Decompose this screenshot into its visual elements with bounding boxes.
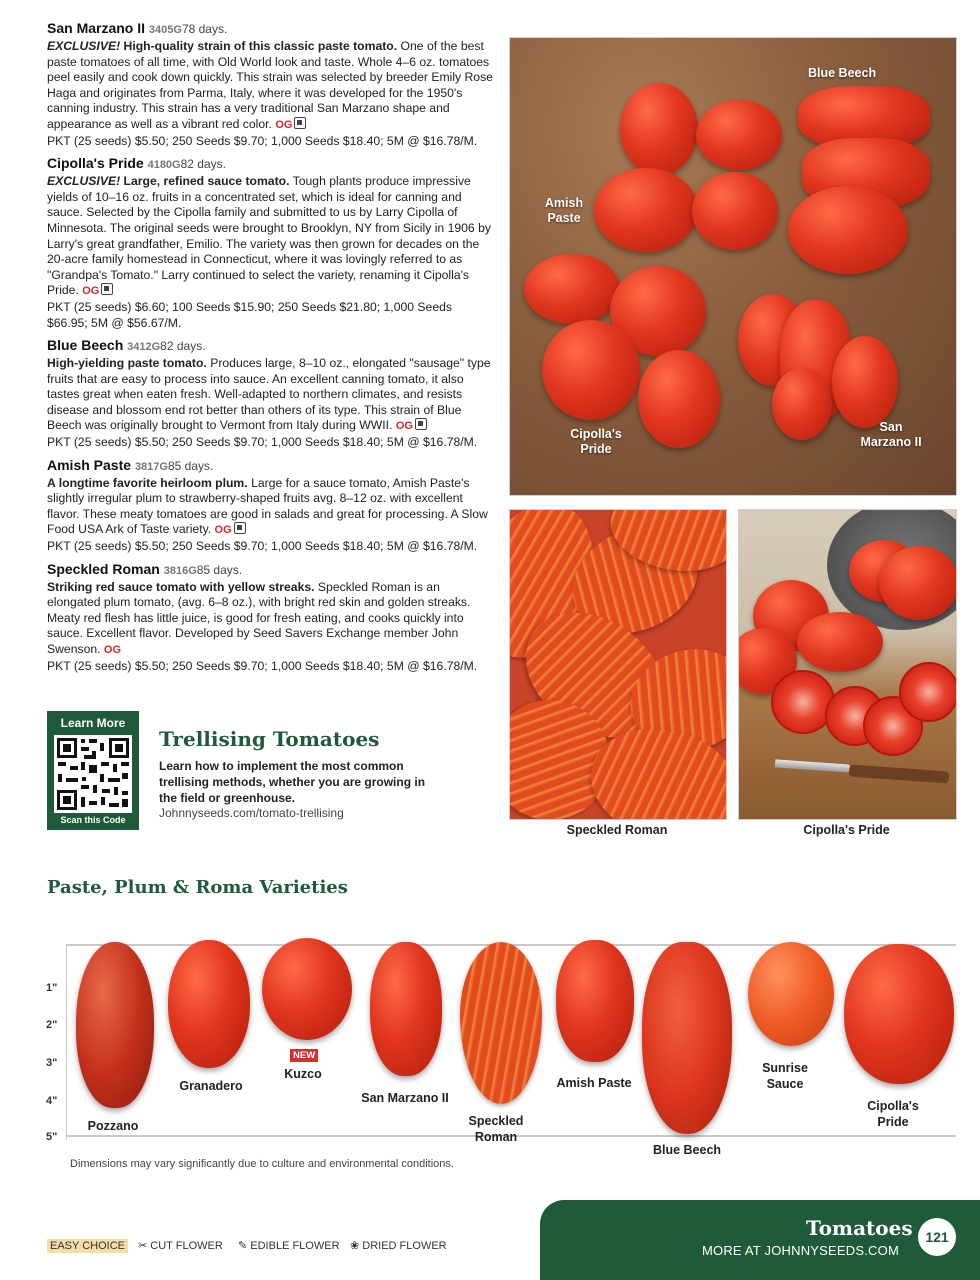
- trellis-title: Trellising Tomatoes: [159, 727, 380, 751]
- entry-code: 3816G: [163, 564, 197, 577]
- label-blue-beech: Blue Beech: [808, 66, 877, 80]
- entry-lead: High-yielding paste tomato.: [47, 356, 207, 371]
- entry-body: Tough plants produce impressive yields of 10–16 oz. fruits in a concentrated set, which is ideal for canning and sauce. Selected by the Cipolla family and submitted to us by Larry Cipolla of Minnesota. The original seeds were brought to Brooklyn, NY from Sicily in 1906 by Larry's great grandfather, Emilio. The variety was then grown for decades on the 20-acre family homestead in Connecticut, where it was lovingly referred to as "Grandpa's Tomato." Larry continued to select the variety, renaming it Cipolla's Pride.: [47, 174, 491, 298]
- variety-label-sunrise-sauce: Sunrise Sauce: [762, 1061, 808, 1091]
- photo-cipollas-pride: [738, 509, 957, 820]
- dried-flower-icon: ❀: [350, 1240, 360, 1252]
- knife-blade: [775, 759, 851, 772]
- legend-edible-flower: [238, 1239, 340, 1252]
- entry-days: 85 days.: [196, 562, 243, 577]
- size-ruler-axis: [66, 944, 67, 1140]
- tomato-blue-beech: [642, 942, 732, 1134]
- organic-icon: OG: [275, 118, 293, 131]
- entry-days: 85 days.: [167, 458, 214, 473]
- tomato-shape: [638, 350, 720, 448]
- tomato-shape: [879, 546, 957, 620]
- section-title: Tomatoes: [806, 1216, 913, 1240]
- organic-icon: OG: [82, 285, 100, 298]
- entry-body: Produces large, 8–10 oz., elongated "sausage" type fruits that are easy to process into sauce. An excellent canning tomato, it also tastes great when eaten fresh. Well-adapted to northern climates, and resists disease and blossom end rot better than others of its type. This strain of Blue Beech was originally brought to Vermont from Italy during WWII.: [47, 356, 491, 433]
- entry-lead: High-quality strain of this classic paste tomato.: [123, 39, 398, 53]
- entry-lead: Striking red sauce tomato with yellow streaks.: [47, 579, 315, 594]
- entry-days: 82 days.: [160, 339, 206, 354]
- qr-code-icon[interactable]: [54, 735, 132, 813]
- entry-lead: Large, refined sauce tomato.: [123, 174, 290, 189]
- variety-label-san-marzano-ii: San Marzano II: [361, 1091, 449, 1105]
- tomato-slice: [899, 662, 957, 722]
- edible-flower-icon: ✎: [238, 1240, 248, 1252]
- entry-cipollas-pride: [47, 155, 495, 331]
- tomato-granadero: [168, 940, 250, 1068]
- tomato-amish-paste: [556, 940, 634, 1062]
- page-number: 121: [918, 1218, 956, 1256]
- label-san-marzano: San Marzano II: [860, 420, 922, 449]
- transplant-tray-icon: [415, 418, 427, 430]
- tomato-speckled-roman: [460, 942, 542, 1104]
- entry-body: Large for a sauce tomato, Amish Paste's slightly irregular plum to strawberry-shaped fruits avg. 8–12 oz. with excellent flavor. These meaty tomatoes are good in salads and great for processing. A Slow Food USA Ark of Taste variety.: [47, 475, 488, 537]
- entry-code: 4180G: [147, 159, 181, 172]
- label-cipollas-pride: Cipolla's Pride: [570, 427, 622, 456]
- scissors-icon: ✂: [138, 1240, 148, 1252]
- entry-code: 3412G: [127, 341, 161, 354]
- tomato-shape: [524, 254, 620, 324]
- entry-price: PKT (25 seeds) $5.50; 250 Seeds $9.70; 1,000 Seeds $18.40; 5M @ $16.78/M.: [47, 539, 478, 554]
- entry-name: Amish Paste: [47, 456, 132, 473]
- tomato-shape: [620, 83, 698, 175]
- tomato-sunrise-sauce: [748, 942, 834, 1046]
- organic-icon: OG: [214, 524, 232, 537]
- qr-code-graphic: [54, 735, 132, 813]
- exclusive-tag: EXCLUSIVE!: [47, 39, 121, 53]
- transplant-tray-icon: [101, 283, 113, 295]
- entry-name: Cipolla's Pride: [47, 155, 144, 172]
- entry-price: PKT (25 seeds) $6.60; 100 Seeds $15.90; 250 Seeds $21.80; 1,000 Seeds $66.95; 5M @ $56.67/M.: [47, 299, 452, 330]
- tomato-kuzco: [262, 938, 352, 1040]
- knife-handle: [849, 765, 950, 784]
- entry-blue-beech: [47, 337, 495, 451]
- entry-days: 78 days.: [181, 22, 228, 36]
- exclusive-tag: EXCLUSIVE!: [47, 174, 121, 189]
- legend-cut-flower-label: CUT FLOWER: [150, 1240, 223, 1252]
- legend-dried-flower: [350, 1239, 447, 1252]
- trellis-description: Learn how to implement the most common trellising methods, whether you are growing in the field or greenhouse.: [159, 759, 426, 805]
- varieties-title: Paste, Plum & Roma Varieties: [47, 877, 348, 898]
- tomato-cipollas-pride: [844, 944, 954, 1084]
- qr-learn-more[interactable]: [47, 711, 139, 830]
- qr-bottom-label: Scan this Code: [60, 815, 126, 825]
- website-link[interactable]: MORE AT JOHNNYSEEDS.COM: [702, 1243, 899, 1258]
- legend-cut-flower: [138, 1239, 223, 1252]
- legend-dried-flower-label: DRIED FLOWER: [362, 1240, 447, 1252]
- tomato-shape: [772, 368, 832, 440]
- entry-amish-paste: [47, 457, 495, 555]
- variety-label-granadero: Granadero: [179, 1079, 243, 1093]
- ruler-tick: 1": [46, 982, 58, 994]
- tomato-shape: [696, 100, 782, 170]
- variety-label-speckled-roman: Speckled Roman: [468, 1114, 524, 1144]
- caption-cipollas-pride: Cipolla's Pride: [803, 823, 890, 837]
- entry-name: San Marzano II: [47, 20, 146, 36]
- organic-icon: OG: [103, 644, 122, 656]
- ruler-tick: 5": [46, 1131, 58, 1143]
- organic-icon: OG: [395, 420, 413, 433]
- photo-speckled-roman: [509, 509, 727, 820]
- tomato-shape: [788, 186, 908, 274]
- label-amish-paste: Amish Paste: [544, 196, 584, 225]
- legend-easy-choice: EASY CHOICE: [47, 1239, 128, 1253]
- trellis-link[interactable]: Johnnyseeds.com/tomato-trellising: [159, 806, 344, 820]
- tomato-shape: [692, 172, 778, 250]
- tomato-shape: [542, 320, 640, 420]
- dimensions-disclaimer: Dimensions may vary significantly due to culture and environmental conditions.: [70, 1158, 454, 1170]
- legend-edible-flower-label: EDIBLE FLOWER: [250, 1240, 340, 1252]
- tomato-shape: [594, 168, 698, 252]
- qr-top-label: Learn More: [60, 716, 126, 730]
- entry-body: Speckled Roman is an elongated plum tomato, (avg. 6–8 oz.), with bright red skin and golden streaks. Meaty red flesh has little juice, is good for fresh eating, and cooks quickly into sauce. Excellent flavor. Developed by Seed Savers Exchange member John Swenson.: [47, 579, 471, 656]
- entry-body: One of the best paste tomatoes of all time, with Old World look and taste. Whole 4–6 oz. tomatoes peel easily and cook down quickly. This strain was selected by breeder Emily Rose Haga and originates from Parma, Italy, where it was developed for the 1950's canning industry. This strain has a very traditional San Marzano shape and appearance as well as a vibrant red color.: [47, 39, 493, 131]
- entry-name: Speckled Roman: [47, 560, 160, 577]
- variety-label-amish-paste: Amish Paste: [556, 1076, 632, 1090]
- new-badge: NEW: [290, 1049, 318, 1062]
- photo-paste-tomatoes: [509, 37, 957, 496]
- tomato-pozzano: [76, 942, 154, 1108]
- transplant-tray-icon: [294, 117, 306, 129]
- footer-section-tab: [540, 1200, 980, 1280]
- transplant-tray-icon: [234, 522, 246, 534]
- entry-days: 82 days.: [180, 157, 226, 172]
- entry-price: PKT (25 seeds) $5.50; 250 Seeds $9.70; 1,000 Seeds $18.40; 5M @ $16.78/M.: [47, 658, 478, 673]
- tomato-san-marzano-ii: [370, 942, 442, 1076]
- variety-label-cipollas-pride: Cipolla's Pride: [867, 1099, 919, 1129]
- caption-speckled-roman: Speckled Roman: [566, 823, 668, 837]
- entry-code: 3817G: [134, 460, 168, 473]
- tomato-shape: [797, 612, 883, 672]
- ruler-tick: 3": [46, 1057, 58, 1069]
- variety-label-blue-beech: Blue Beech: [652, 1143, 722, 1157]
- entry-san-marzano-ii: [47, 20, 495, 149]
- ruler-tick: 4": [46, 1095, 58, 1107]
- entry-code: 3405G: [148, 24, 182, 36]
- entry-lead: A longtime favorite heirloom plum.: [47, 475, 248, 490]
- tomato-shape: [832, 336, 898, 428]
- entry-price: PKT (25 seeds) $5.50; 250 Seeds $9.70; 1,000 Seeds $18.40; 5M @ $16.78/M.: [47, 435, 478, 450]
- variety-label-pozzano: Pozzano: [87, 1119, 139, 1133]
- entry-speckled-roman: [47, 561, 495, 675]
- ruler-tick: 2": [46, 1019, 58, 1031]
- entry-price: PKT (25 seeds) $5.50; 250 Seeds $9.70; 1,000 Seeds $18.40; 5M @ $16.78/M.: [47, 133, 478, 148]
- entry-name: Blue Beech: [47, 337, 124, 354]
- variety-label-kuzco: Kuzco: [284, 1067, 322, 1081]
- product-entries: [47, 20, 495, 680]
